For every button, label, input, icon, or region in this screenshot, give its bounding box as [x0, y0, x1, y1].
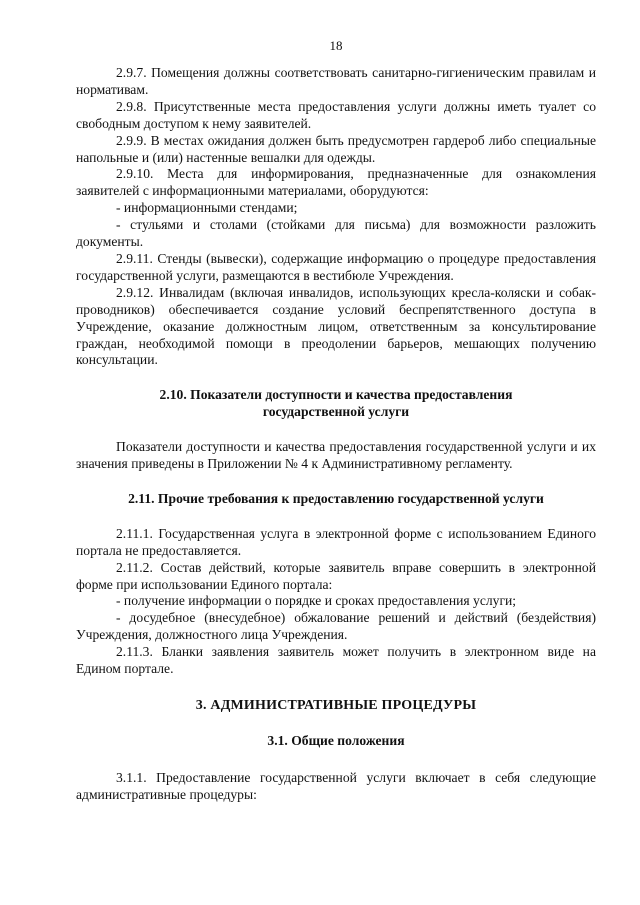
- paragraph-2-9-7: 2.9.7. Помещения должны соответствовать санитарно-гигиеническим правилам и нормативам.: [76, 65, 596, 97]
- paragraph-2-9-8: 2.9.8. Присутственные места предоставления услуги должны иметь туалет со свободным доступом к нему заявителей.: [76, 98, 596, 131]
- list-item-info-order: - получение информации о порядке и сроках предоставления услуги;: [116, 593, 517, 609]
- list-item-appeal: - досудебное (внесудебное) обжалование решений и действий (бездействия) Учреждения, должностного лица Учреждения.: [76, 610, 596, 643]
- list-item-chairs-tables: - стульями и столами (стойками для письма) для возможности разложить документы.: [76, 217, 596, 250]
- paragraph-2-10-text: Показатели доступности и качества предоставления государственной услуги и их значения приведены в Приложении № 4 к Административному регламенту.: [76, 439, 596, 472]
- section-heading-2-10-line2: государственной услуги: [262, 404, 410, 420]
- section-heading-2-10: [76, 387, 596, 421]
- paragraph-2-9-11: 2.9.11. Стенды (вывески), содержащие информацию о процедуре предоставления государственной услуги, размещаются в вестибюле Учреждения.: [76, 250, 596, 283]
- list-item-info-stands: - информационными стендами;: [116, 200, 298, 216]
- paragraph-2-9-12: 2.9.12. Инвалидам (включая инвалидов, использующих кресла-коляски и собак-проводников) обеспечивается создание условий беспрепятственного доступа в Учреждение, оказание должностным лицом, ответственным за консультирование граждан, необходимой помощи в преодолении барьеров, мешающих получению консультации.: [76, 284, 596, 368]
- paragraph-2-11-3: 2.11.3. Бланки заявления заявитель может получить в электронном виде на Едином портале.: [76, 644, 596, 677]
- subsection-heading-3-1: 3.1. Общие положения: [267, 732, 405, 748]
- paragraph-2-11-2: 2.11.2. Состав действий, которые заявитель вправе совершить в электронной форме при использовании Единого портала:: [76, 559, 596, 592]
- paragraph-2-9-10: 2.9.10. Места для информирования, предназначенные для ознакомления заявителей с информационными материалами, оборудуются:: [76, 166, 596, 199]
- page-number: 18: [329, 38, 343, 53]
- section-heading-2-10-line1: 2.10. Показатели доступности и качества предоставления: [159, 387, 513, 403]
- paragraph-2-9-9: 2.9.9. В местах ожидания должен быть предусмотрен гардероб либо специальные напольные и (или) настенные вешалки для одежды.: [76, 132, 596, 165]
- section-heading-3: 3. АДМИНИСТРАТИВНЫЕ ПРОЦЕДУРЫ: [195, 698, 477, 713]
- paragraph-2-11-1: 2.11.1. Государственная услуга в электронной форме с использованием Единого портала не предоставляется.: [76, 525, 596, 558]
- section-heading-2-11: 2.11. Прочие требования к предоставлению государственной услуги: [128, 490, 544, 506]
- paragraph-3-1-1: 3.1.1. Предоставление государственной услуги включает в себя следующие административные процедуры:: [76, 769, 596, 802]
